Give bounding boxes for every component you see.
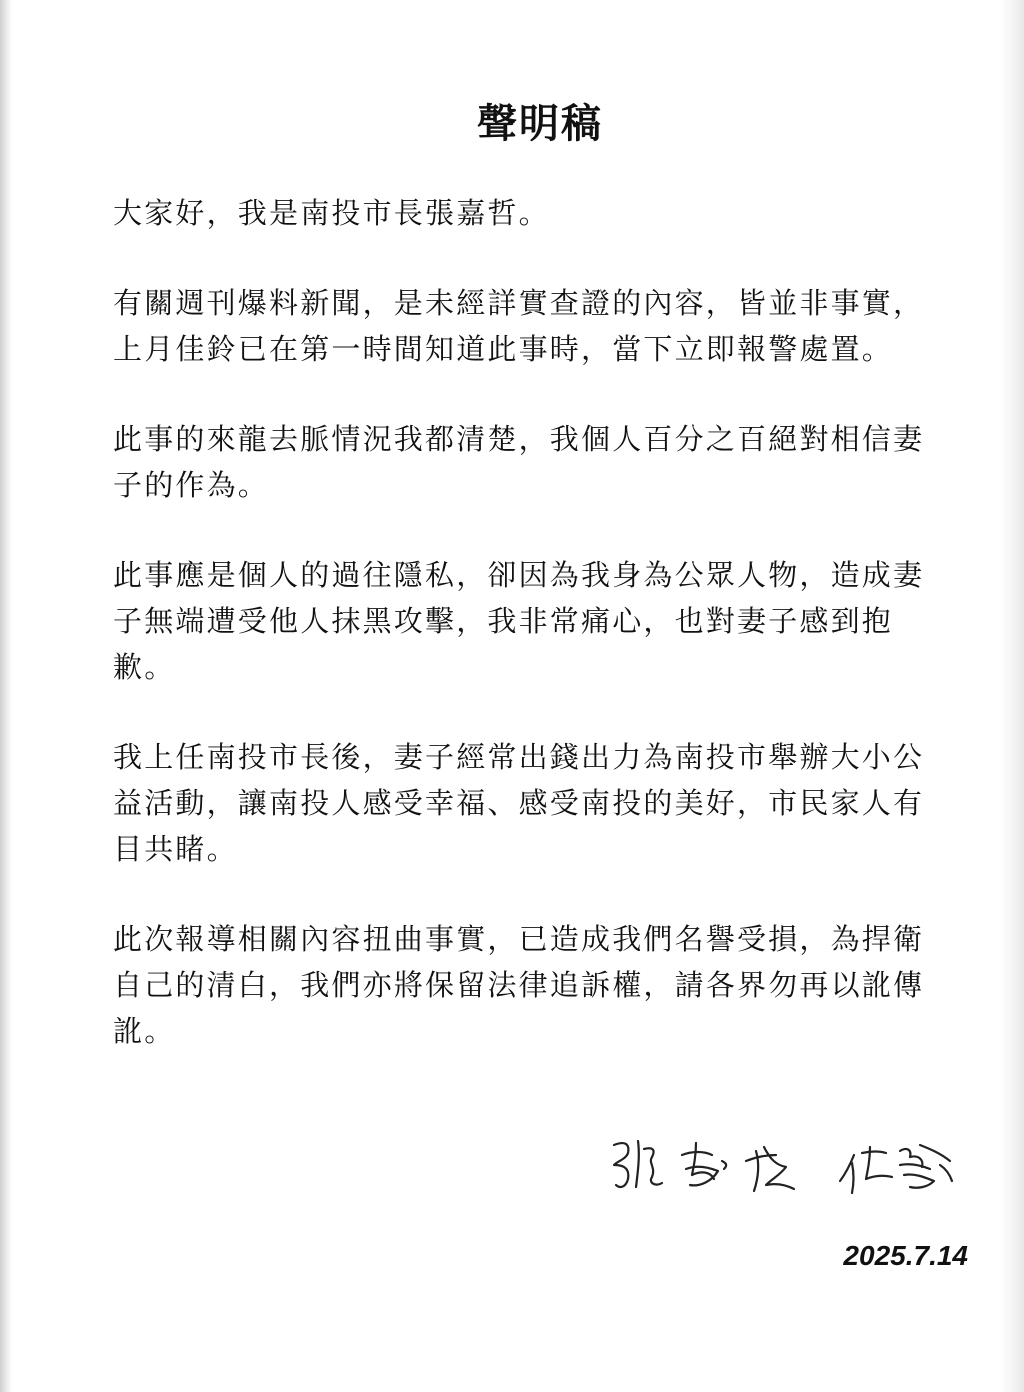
- statement-body: [113, 190, 953, 1098]
- text-line: 歉。: [113, 650, 176, 684]
- paragraph-greeting: [113, 190, 953, 236]
- handwritten-signatures: [600, 1125, 980, 1205]
- text-line: 上月佳鈴已在第一時間知道此事時，當下立即報警處置。: [113, 332, 894, 366]
- text-line: 自己的清白，我們亦將保留法律追訴權，請各界勿再以訛傳: [113, 968, 925, 1002]
- text-line: 此事的來龍去脈情況我都清楚，我個人百分之百絕對相信妻: [113, 422, 925, 456]
- paragraph-trust: [113, 416, 953, 508]
- document-title: 聲明稿: [477, 100, 603, 147]
- signature-jialing: [840, 1145, 952, 1193]
- text-line: 此次報導相關內容扭曲事實，已造成我們名譽受損，為捍衛: [113, 922, 925, 956]
- paragraph-denial: [113, 280, 953, 372]
- text-line: 子的作為。: [113, 468, 270, 502]
- signature-zhang-jiazhe: [614, 1141, 794, 1191]
- text-line: 益活動，讓南投人感受幸福、感受南投的美好，市民家人有: [113, 786, 925, 820]
- paragraph-public-service: [113, 734, 953, 872]
- text-line: 我上任南投市長後，妻子經常出錢出力為南投市舉辦大小公: [113, 740, 925, 774]
- text-line: 大家好，我是南投市長張嘉哲。: [113, 196, 550, 230]
- paragraph-legal: [113, 916, 953, 1054]
- text-line: 子無端遭受他人抹黑攻擊，我非常痛心，也對妻子感到抱: [113, 604, 894, 638]
- text-line: 訛。: [113, 1014, 176, 1048]
- paragraph-privacy: [113, 552, 953, 690]
- text-line: 目共睹。: [113, 832, 238, 866]
- text-line: 此事應是個人的過往隱私，卻因為我身為公眾人物，造成妻: [113, 558, 925, 592]
- text-line: 有關週刊爆料新聞，是未經詳實查證的內容，皆並非事實，: [113, 286, 925, 320]
- statement-date: 2025.7.14: [843, 1240, 968, 1271]
